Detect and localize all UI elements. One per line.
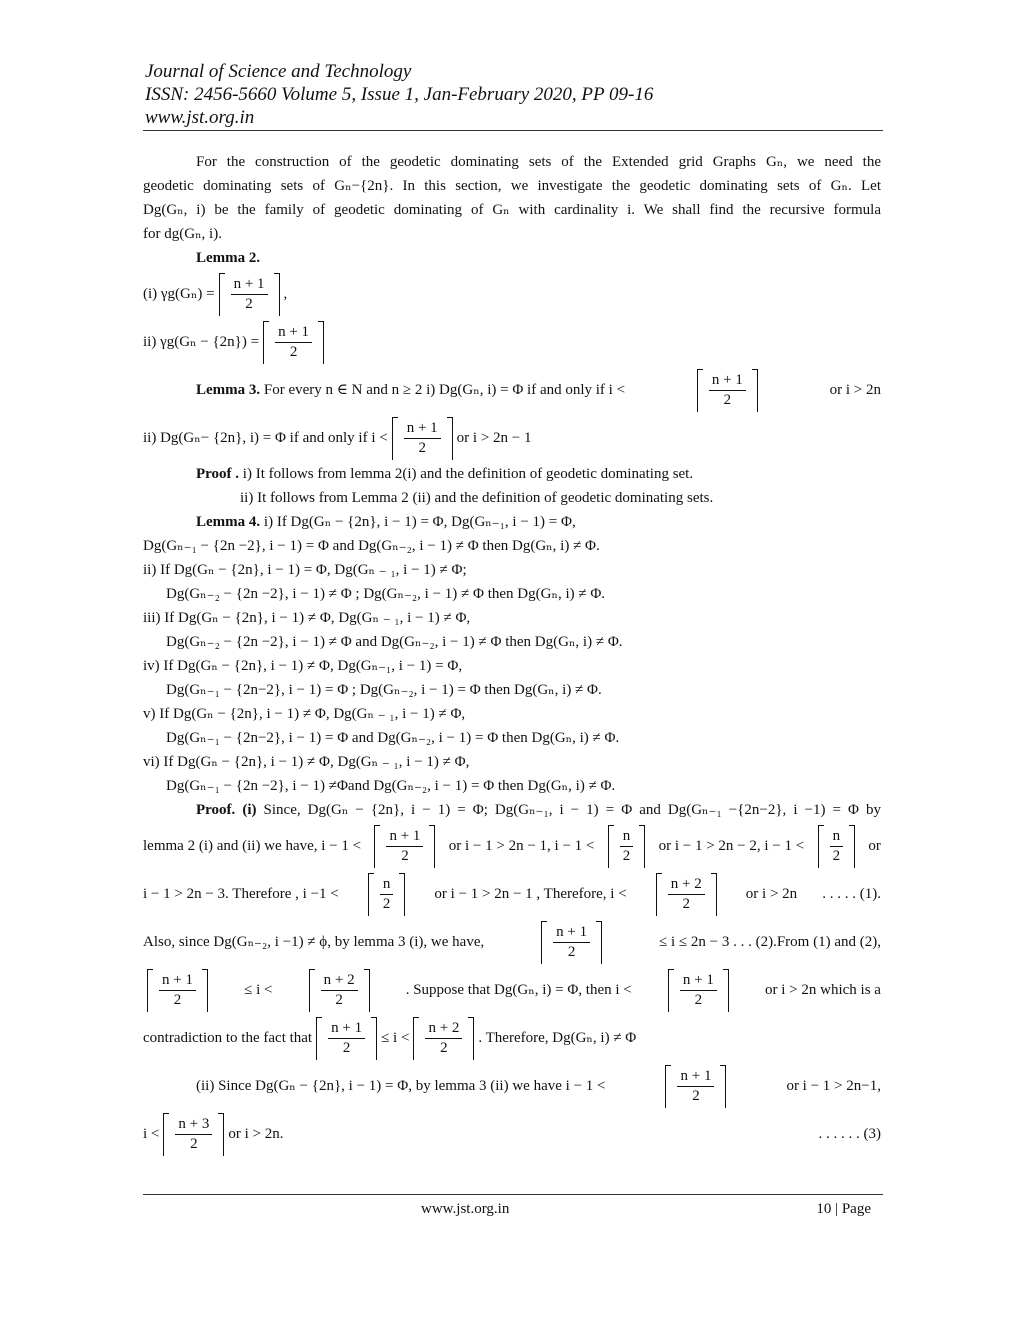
proof2-line-5: $\frac{n + 1}{2}$ ≤ i < $\frac{n + 2}{2}$ . Suppose that Dg(Gₙ, i) = Φ, then i < $\frac{n + 1}{2}$ or i > 2n which is a	[143, 966, 881, 1014]
intro-line-3: Dg(Gₙ, i) be the family of geodetic dominating of Gₙ with cardinality i. We shall find the recursive formula	[143, 202, 881, 218]
fraction-denominator: 2	[342, 1039, 351, 1056]
ceiling-fraction	[668, 969, 729, 1012]
fraction-denominator: 2	[723, 391, 732, 408]
ceiling-fraction	[665, 1065, 726, 1108]
proof2-line-4: Also, since Dg(Gₙ₋₂, i −1) ≠ ϕ, by lemma 3 (i), we have, $\frac{n + 1}{2}$ ≤ i ≤ 2n − 3 . . . (2).From (1) and (2),	[143, 918, 881, 966]
fraction-denominator: 2	[190, 1135, 198, 1152]
fraction-denominator: 2	[567, 943, 576, 960]
fraction-denominator: 2	[832, 847, 841, 864]
fraction-denominator: 2	[622, 847, 631, 864]
lemma4-line-12: Dg(Gₙ₋₁ − {2n −2}, i − 1) ≠Φand Dg(Gₙ₋₂, i − 1) = Φ then Dg(Gₙ, i) ≠ Φ.	[166, 778, 616, 794]
lemma4-line-3: ii) If Dg(Gₙ − {2n}, i − 1) = Φ, Dg(Gₙ ₋ ₁, i − 1) ≠ Φ;	[143, 562, 467, 578]
proof-line-2: ii) It follows from Lemma 2 (ii) and the definition of geodetic dominating sets.	[240, 490, 714, 506]
journal-issn: ISSN: 2456-5660 Volume 5, Issue 1, Jan-February 2020, PP 09-16	[145, 84, 654, 105]
proof2-line-2: lemma 2 (i) and (ii) we have, i − 1 < $\frac{n + 1}{2}$ or i − 1 > 2n − 1, i − 1 < $\frac{n}{2}$ or i − 1 > 2n − 2, i − 1 < $\frac{n}{2}$ or	[143, 822, 881, 870]
intro-line-2: geodetic dominating sets of Gₙ−{2n}. In this section, we investigate the geodetic dominating sets of Gₙ. Let	[143, 178, 881, 194]
lemma3-ii: ii) Dg(Gₙ− {2n}, i) = Φ if and only if i < $\frac{n + 1}{2}$ or i > 2n − 1	[143, 414, 881, 462]
fraction-denominator: 2	[440, 1039, 448, 1056]
lemma4-line-2: Dg(Gₙ₋₁ − {2n −2}, i − 1) = Φ and Dg(Gₙ₋₂, i − 1) ≠ Φ then Dg(Gₙ, i) ≠ Φ.	[143, 538, 600, 554]
fraction-numerator: n + 1	[680, 971, 717, 991]
journal-url[interactable]: www.jst.org.in	[145, 107, 255, 128]
lemma4-line-5: iii) If Dg(Gₙ − {2n}, i − 1) ≠ Φ, Dg(Gₙ ₋ ₁, i − 1) ≠ Φ,	[143, 610, 471, 626]
lemma2-heading: Lemma 2.	[196, 250, 261, 266]
page-number: 10 | Page	[816, 1201, 871, 1217]
paper-body	[143, 150, 881, 1158]
intro-line-4: for dg(Gₙ, i).	[143, 226, 222, 242]
fraction-numerator: n + 2	[668, 875, 705, 895]
fraction-numerator: n + 2	[425, 1019, 462, 1039]
fraction-denominator: 2	[335, 991, 343, 1008]
fraction-numerator: n + 2	[321, 971, 358, 991]
fraction-numerator: n	[620, 827, 634, 847]
journal-header	[145, 60, 883, 129]
fraction-denominator: 2	[401, 847, 409, 864]
fraction-denominator: 2	[289, 343, 298, 360]
fraction-denominator: 2	[418, 439, 426, 456]
lemma4-line-10: Dg(Gₙ₋₁ − {2n−2}, i − 1) = Φ and Dg(Gₙ₋₂, i − 1) = Φ then Dg(Gₙ, i) ≠ Φ.	[166, 730, 620, 746]
fraction-numerator: n	[380, 875, 394, 895]
lemma4-line-11: vi) If Dg(Gₙ − {2n}, i − 1) ≠ Φ, Dg(Gₙ ₋ ₁, i − 1) ≠ Φ,	[143, 754, 470, 770]
ceiling-fraction	[219, 273, 280, 316]
fraction-numerator: n + 1	[328, 1019, 365, 1039]
fraction-numerator: n + 1	[231, 275, 268, 295]
ceiling-fraction	[697, 369, 758, 412]
fraction-denominator: 2	[173, 991, 182, 1008]
ceiling-fraction	[541, 921, 602, 964]
lemma4-line-4: Dg(Gₙ₋₂ − {2n −2}, i − 1) ≠ Φ ; Dg(Gₙ₋₂, i − 1) ≠ Φ then Dg(Gₙ, i) ≠ Φ.	[166, 586, 606, 602]
header-divider	[143, 130, 883, 131]
ceiling-fraction	[316, 1017, 377, 1060]
fraction-denominator: 2	[382, 895, 391, 912]
ceiling-fraction	[263, 321, 324, 364]
proof2-line-1: Proof. (i) Since, Dg(Gₙ − {2n}, i − 1) = Φ; Dg(Gₙ₋₁, i − 1) = Φ and Dg(Gₙ₋₁ −{2n−2}, i −1) = Φ by	[196, 802, 882, 818]
ceiling-fraction	[656, 873, 717, 916]
proof2-line-3: i − 1 > 2n − 3. Therefore , i −1 < $\frac{n}{2}$ or i − 1 > 2n − 1 , Therefore, i < $\frac{n + 2}{2}$ or i > 2n . . . . . (1).	[143, 870, 881, 918]
part-ii-line-2: i < $\frac{n + 3}{2}$ or i > 2n. . . . . . . (3)	[143, 1110, 881, 1158]
lemma2-i: (i) γg(Gₙ) = $\frac{n + 1}{2}$ ,	[143, 270, 881, 318]
fraction-denominator: 2	[692, 1087, 700, 1104]
lemma3-i: Lemma 3. For every n ∈ N and n ≥ 2 i) Dg(Gₙ, i) = Φ if and only if i < $\frac{n + 1}{2}$ or i > 2n	[143, 366, 881, 414]
lemma2-ii: ii) γg(Gₙ − {2n}) = $\frac{n + 1}{2}$	[143, 318, 881, 366]
ceiling-fraction	[608, 825, 646, 868]
proof-line-1: Proof . i) It follows from lemma 2(i) and the definition of geodetic dominating set.	[196, 466, 694, 482]
intro-line-1: For the construction of the geodetic dominating sets of the Extended grid Graphs Gₙ, we need the	[196, 154, 881, 170]
ceiling-fraction	[368, 873, 406, 916]
fraction-numerator: n + 1	[677, 1067, 714, 1087]
lemma4-line-6: Dg(Gₙ₋₂ − {2n −2}, i − 1) ≠ Φ and Dg(Gₙ₋₂, i − 1) ≠ Φ then Dg(Gₙ, i) ≠ Φ.	[166, 634, 623, 650]
ceiling-fraction	[147, 969, 208, 1012]
fraction-numerator: n + 1	[386, 827, 423, 847]
fraction-numerator: n + 1	[709, 371, 746, 391]
journal-title: Journal of Science and Technology	[145, 61, 412, 82]
page-footer	[143, 1194, 883, 1217]
fraction-numerator: n + 3	[175, 1115, 212, 1135]
fraction-numerator: n + 1	[275, 323, 312, 343]
ceiling-fraction	[309, 969, 370, 1012]
ceiling-fraction	[374, 825, 435, 868]
proof2-line-6: contradiction to the fact that $\frac{n + 1}{2}$ ≤ i < $\frac{n + 2}{2}$ . Therefore, Dg(Gₙ, i) ≠ Φ	[143, 1014, 881, 1062]
fraction-denominator: 2	[682, 895, 690, 912]
ceiling-fraction	[413, 1017, 474, 1060]
footer-url[interactable]: www.jst.org.in	[421, 1201, 510, 1217]
fraction-numerator: n + 1	[553, 923, 590, 943]
ceiling-fraction	[163, 1113, 224, 1156]
lemma4-line-9: v) If Dg(Gₙ − {2n}, i − 1) ≠ Φ, Dg(Gₙ ₋ ₁, i − 1) ≠ Φ,	[143, 706, 466, 722]
fraction-denominator: 2	[694, 991, 703, 1008]
ceiling-fraction	[818, 825, 856, 868]
ceiling-fraction	[392, 417, 453, 460]
part-ii-line-1: (ii) Since Dg(Gₙ − {2n}, i − 1) = Φ, by lemma 3 (ii) we have i − 1 < $\frac{n + 1}{2}$ or i − 1 > 2n−1,	[143, 1062, 881, 1110]
lemma4-line-8: Dg(Gₙ₋₁ − {2n−2}, i − 1) = Φ ; Dg(Gₙ₋₂, i − 1) = Φ then Dg(Gₙ, i) ≠ Φ.	[166, 682, 602, 698]
fraction-numerator: n + 1	[404, 419, 441, 439]
fraction-denominator: 2	[245, 295, 253, 312]
lemma4-line-1: Lemma 4. i) If Dg(Gₙ − {2n}, i − 1) = Φ, Dg(Gₙ₋₁, i − 1) = Φ,	[196, 514, 576, 530]
fraction-numerator: n	[830, 827, 844, 847]
lemma4-line-7: iv) If Dg(Gₙ − {2n}, i − 1) ≠ Φ, Dg(Gₙ₋₁, i − 1) = Φ,	[143, 658, 463, 674]
fraction-numerator: n + 1	[159, 971, 196, 991]
